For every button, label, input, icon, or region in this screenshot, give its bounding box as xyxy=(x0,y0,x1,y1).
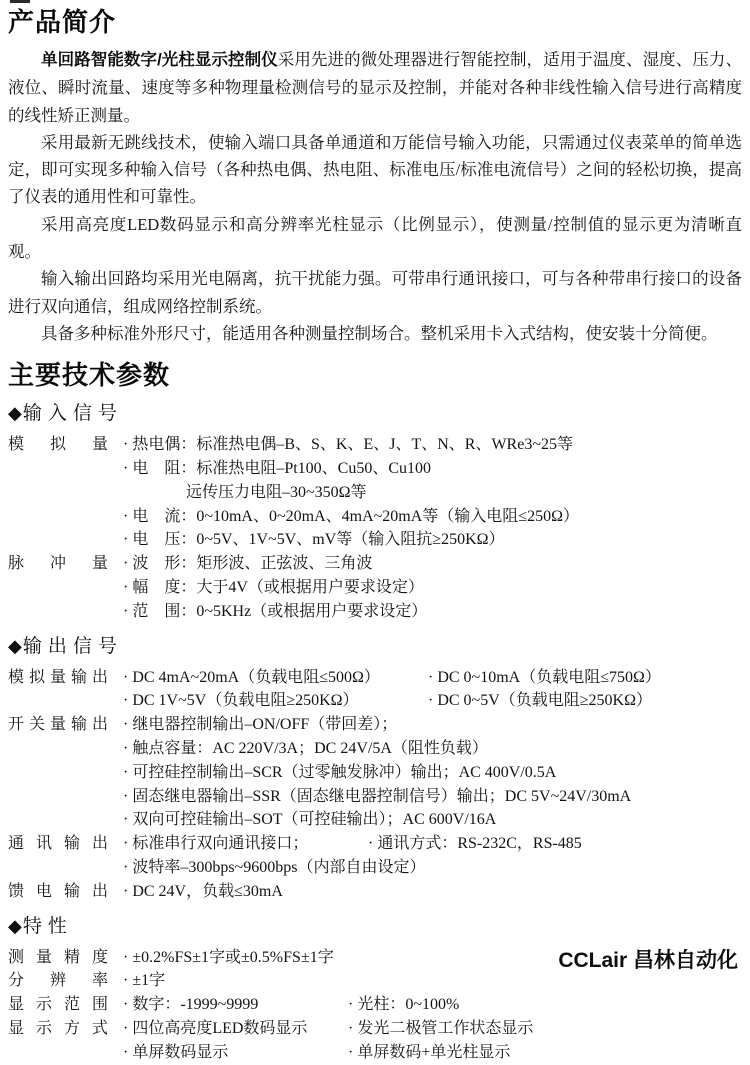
param-row xyxy=(8,433,742,552)
param-line xyxy=(123,832,742,856)
section-heading-text: 输出信号 xyxy=(22,635,123,657)
param-label: 显示方式 xyxy=(8,1020,108,1037)
param-value: · 光柱：0~100% xyxy=(348,996,460,1014)
param-line xyxy=(123,737,742,761)
param-content xyxy=(123,433,742,552)
section-heading-text: 输入信号 xyxy=(22,403,123,425)
param-value: · ±1字 xyxy=(123,972,166,990)
param-value: · 幅 度：大于4V（或根据用户要求设定） xyxy=(123,579,424,597)
param-content xyxy=(123,880,742,904)
param-line xyxy=(123,689,742,713)
param-row xyxy=(8,552,742,623)
param-label: 分辨率 xyxy=(8,972,108,990)
param-value: · 范 围：0~5KHz（或根据用户要求设定） xyxy=(123,602,428,620)
param-line xyxy=(123,433,742,457)
intro-paragraphs xyxy=(8,46,742,347)
intro-paragraph: 具备多种标准外形尺寸，能适用各种测量控制场合。整机采用卡入式结构，使安装十分简便。 xyxy=(41,323,718,343)
param-label: 显示范围 xyxy=(8,996,108,1014)
param-label: 馈电输出 xyxy=(8,882,108,900)
section-heading xyxy=(8,400,742,427)
scan-artifact xyxy=(10,0,30,3)
param-row xyxy=(8,993,742,1017)
param-line xyxy=(123,576,742,600)
product-name: 单回路智能数字/光柱显示控制仪 xyxy=(41,51,278,69)
param-value: · 四位高亮度LED数码显示 xyxy=(123,1020,308,1037)
param-value: · 双向可控硅输出–SOT（可控硅输出）；AC 600V/16A xyxy=(123,811,497,829)
param-line xyxy=(123,1041,742,1065)
param-value: · 通讯方式：RS-232C，RS-485 xyxy=(368,835,582,853)
param-value: · 发光二极管工作状态显示 xyxy=(348,1020,534,1037)
param-value: · 单屏数码显示 xyxy=(123,1043,229,1061)
param-line xyxy=(123,528,742,552)
param-line xyxy=(123,552,742,576)
param-label: 模拟量输出 xyxy=(8,668,108,686)
param-value: · 触点容量：AC 220V/3A；DC 24V/5A（阻性负载） xyxy=(123,740,488,758)
param-row xyxy=(8,832,742,880)
diamond-icon: ◆ xyxy=(8,915,22,936)
section-heading xyxy=(8,633,742,660)
param-label: 测量精度 xyxy=(8,948,108,966)
param-value: · 电 压：0~5V、1V~5V、mV等（输入阻抗≥250KΩ） xyxy=(123,531,505,549)
brand-logo: CCLair 昌林自动化 xyxy=(558,949,738,972)
param-line xyxy=(123,808,742,832)
param-line xyxy=(123,457,742,481)
param-content xyxy=(123,713,742,832)
section-heading-text: 特性 xyxy=(22,915,73,937)
intro-paragraph: 单回路智能数字/光柱显示控制仪采用先进的微处理器进行智能控制，适用于温度、湿度、压力、液位、瞬时流量、速度等多种物理量检测信号的显示及控制，并能对各种非线性输入信号进行高精度的线性矫正测量。 xyxy=(8,50,743,125)
param-row xyxy=(8,666,742,714)
param-value: · ±0.2%FS±1字或±0.5%FS±1字 xyxy=(123,948,334,966)
param-line xyxy=(123,713,742,737)
param-line xyxy=(123,761,742,785)
section-heading xyxy=(8,913,742,940)
params-title: 主要技术参数 xyxy=(8,360,171,391)
param-line xyxy=(123,666,742,690)
intro-title: 产品简介 xyxy=(8,7,117,37)
param-label: 脉冲量 xyxy=(8,555,108,573)
param-line xyxy=(123,785,742,809)
param-value: · 波特率–300bps~9600bps（内部自由设定） xyxy=(123,859,426,877)
param-line xyxy=(123,880,742,904)
param-content xyxy=(123,1017,742,1065)
param-value: · 电 阻：标准热电阻–Pt100、Cu50、Cu100 xyxy=(123,460,432,478)
param-value: · 数字：-1999~9999 xyxy=(123,996,259,1014)
param-line xyxy=(123,600,742,624)
param-value: · DC 0~5V（负载电阻≥250KΩ） xyxy=(428,692,652,710)
param-value: 远传压力电阻–30~350Ω等 xyxy=(186,483,367,501)
param-row xyxy=(8,713,742,832)
param-label: 开关量输出 xyxy=(8,716,108,734)
param-content xyxy=(123,832,742,880)
param-label: 模拟量 xyxy=(8,436,108,454)
param-value: · 标准串行双向通讯接口； xyxy=(123,835,309,853)
param-row xyxy=(8,880,742,904)
param-line xyxy=(123,481,742,505)
param-value: · 波 形：矩形波、正弦波、三角波 xyxy=(123,555,373,573)
param-value: · 电 流：0~10mA、0~20mA、4mA~20mA等（输入电阻≤250Ω） xyxy=(123,507,579,525)
param-content xyxy=(123,993,742,1017)
param-line xyxy=(123,505,742,529)
diamond-icon: ◆ xyxy=(8,635,22,656)
param-content xyxy=(123,552,742,623)
param-value: · 可控硅控制输出–SCR（过零触发脉冲）输出；AC 400V/0.5A xyxy=(123,763,557,781)
param-value: · 继电器控制输出–ON/OFF（带回差）； xyxy=(123,716,398,734)
param-value: · 单屏数码+单光柱显示 xyxy=(348,1043,511,1061)
param-line xyxy=(123,856,742,880)
intro-paragraph: 采用高亮度LED数码显示和高分辨率光柱显示（比例显示），使测量/控制值的显示更为清晰直观。 xyxy=(8,214,742,262)
param-value: · DC 1V~5V（负载电阻≥250KΩ） xyxy=(123,692,359,710)
intro-paragraph: 输入输出回路均采用光电隔离，抗干扰能力强。可带串行通讯接口，可与各种带串行接口的设备进行双向通信，组成网络控制系统。 xyxy=(8,269,742,316)
intro-paragraph: 采用最新无跳线技术，使输入端口具备单通道和万能信号输入功能，只需通过仪表菜单的简单选定，即可实现多种输入信号（各种热电偶、热电阻、标准电压/标准电流信号）之间的轻松切换，提高了仪表的通用性和可靠性。 xyxy=(8,132,742,207)
param-value: · DC 4mA~20mA（负载电阻≤500Ω） xyxy=(123,668,380,686)
diamond-icon: ◆ xyxy=(8,403,22,424)
param-line xyxy=(123,1017,742,1041)
param-row xyxy=(8,1017,742,1065)
param-value: · 热电偶：标准热电偶–B、S、K、E、J、T、N、R、WRe3~25等 xyxy=(123,436,573,454)
param-label: 通讯输出 xyxy=(8,835,108,853)
param-value: · DC 24V，负载≤30mA xyxy=(123,882,283,900)
param-line xyxy=(123,993,742,1017)
param-value: · DC 0~10mA（负载电阻≤750Ω） xyxy=(428,668,661,686)
param-value: · 固态继电器输出–SSR（固态继电器控制信号）输出；DC 5V~24V/30mA xyxy=(123,787,632,805)
param-content xyxy=(123,666,742,714)
